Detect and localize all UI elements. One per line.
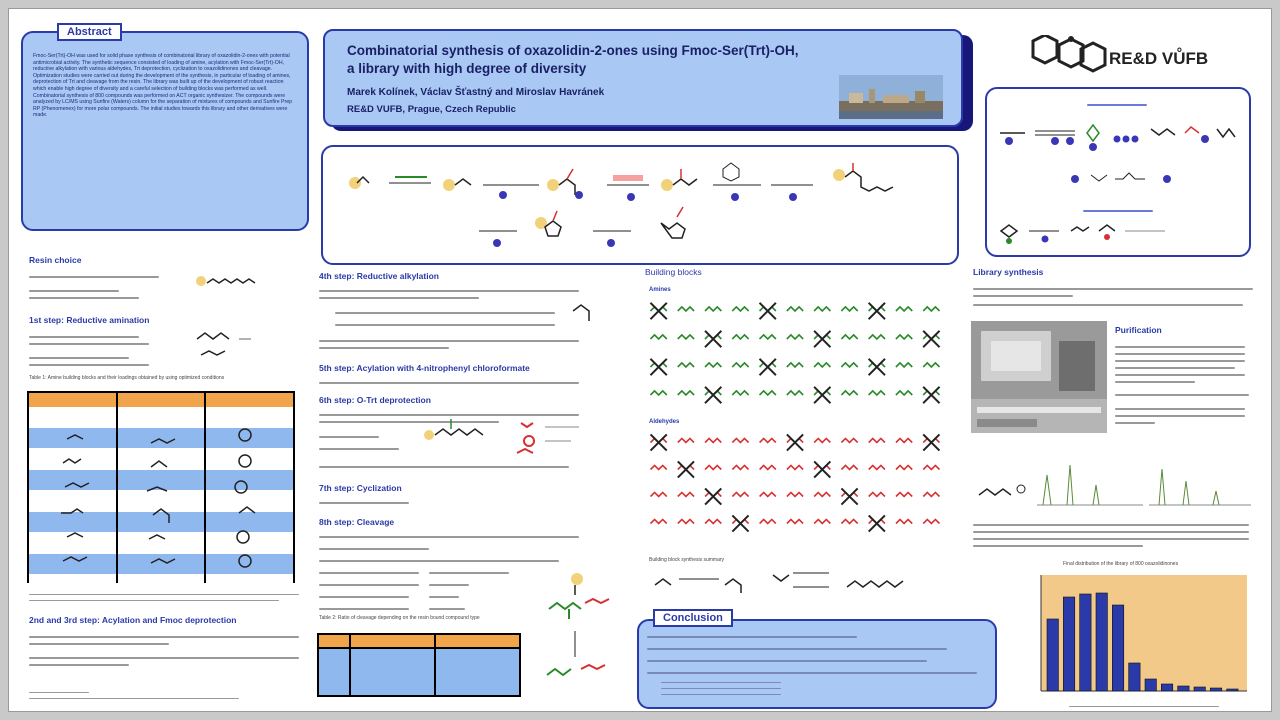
title-panel bbox=[323, 29, 963, 127]
excluded-mark-icon bbox=[705, 331, 721, 347]
building-block-structure bbox=[787, 519, 803, 523]
building-block-structure bbox=[923, 363, 939, 367]
building-block-structure bbox=[650, 391, 666, 395]
building-block-structure bbox=[841, 519, 857, 523]
lcms-traces bbox=[973, 455, 1253, 515]
building-block-structure bbox=[678, 391, 694, 395]
conclusion-panel bbox=[637, 619, 997, 709]
excluded-mark-icon bbox=[814, 461, 830, 477]
building-block-structure bbox=[678, 492, 694, 496]
building-block-structure bbox=[814, 492, 830, 496]
excluded-mark-icon bbox=[923, 387, 939, 403]
step23-heading: 2nd and 3rd step: Acylation and Fmoc deprotection bbox=[29, 615, 237, 625]
excluded-mark-icon bbox=[705, 387, 721, 403]
building-block-structure bbox=[841, 438, 857, 442]
chart-bar-5 bbox=[1112, 605, 1123, 691]
building-block-structure bbox=[841, 307, 857, 311]
building-block-structure bbox=[760, 465, 776, 469]
bb-summary-scheme bbox=[649, 565, 949, 601]
building-block-structure bbox=[651, 465, 667, 469]
city-photo bbox=[839, 75, 943, 119]
building-block-structure bbox=[923, 307, 939, 311]
excluded-mark-icon bbox=[841, 488, 857, 504]
top-right-scheme-panel bbox=[985, 87, 1251, 257]
building-block-structure bbox=[869, 391, 885, 395]
building-block-structure bbox=[732, 391, 748, 395]
excluded-mark-icon bbox=[760, 303, 776, 319]
building-block-structure bbox=[869, 492, 885, 496]
building-block-structure bbox=[896, 307, 912, 311]
library-synthesis-heading: Library synthesis bbox=[973, 267, 1044, 277]
building-block-structure bbox=[896, 363, 912, 367]
excluded-mark-icon bbox=[705, 488, 721, 504]
table1-molecules bbox=[27, 391, 295, 583]
scheme-row-1 bbox=[995, 113, 1241, 153]
building-block-structure bbox=[814, 519, 830, 523]
building-block-structure bbox=[841, 335, 857, 339]
building-block-structure bbox=[814, 363, 830, 367]
step4-structure bbox=[567, 299, 597, 329]
table2 bbox=[317, 633, 521, 697]
step8-heading: 8th step: Cleavage bbox=[319, 517, 395, 527]
aldehydes-grid bbox=[645, 429, 945, 537]
chart-bar-8 bbox=[1161, 684, 1172, 691]
step5-heading: 5th step: Acylation with 4-nitrophenyl chloroformate bbox=[319, 363, 530, 373]
building-block-structure bbox=[760, 492, 776, 496]
chart-title: Final distribution of the library of 800 oxazolidinones bbox=[1063, 561, 1179, 567]
abstract-text: Fmoc-Ser(Trt)-OH was used for solid phase synthesis of combinatorial library of oxazolidin-2-ones with potential antimicrobial activity. The synthetic sequence consisted of loading of amine, acylation with Fmoc-Ser(Trt)-OH, reductive alkylation with various aldehydes, Trt deprotection, cyclization to oxazolidinones and cleavage. Optimization studies were carried out during the development of the synthesis, in particular of loading of amines, deprotection of Trt and cleavage from the resin. The library was built up of the development of robust reaction which enable high degree of diversity and a careful selection of building blocks was performed as well. Combinatorial synthesis of 800 compounds was performed on ACT organic synthesizer. The compounds were analyzed by LC/MS using Sunfire (Waters) column for the separation of mixtures of compounds and Sunfire Prep RP (Phenomenex) for more polar compounds. The initial studies towards this library and other derivatives were made. bbox=[33, 53, 293, 119]
building-block-structure bbox=[678, 307, 694, 311]
chart-bar-7 bbox=[1145, 679, 1156, 691]
building-block-structure bbox=[705, 363, 721, 367]
lab-photo-1 bbox=[971, 321, 1107, 399]
scheme-row-3 bbox=[995, 217, 1241, 247]
building-block-structure bbox=[869, 335, 885, 339]
step1-scheme bbox=[191, 325, 287, 365]
building-block-structure bbox=[787, 335, 803, 339]
table1 bbox=[27, 391, 295, 583]
chart-bar-12 bbox=[1227, 689, 1238, 691]
building-block-structure bbox=[896, 465, 912, 469]
excluded-mark-icon bbox=[814, 331, 830, 347]
building-block-structure bbox=[787, 492, 803, 496]
building-blocks-heading: Building blocks bbox=[645, 267, 702, 277]
building-block-structure bbox=[787, 363, 803, 367]
building-block-structure bbox=[705, 438, 721, 442]
building-block-structure bbox=[732, 307, 748, 311]
chart-bar-6 bbox=[1129, 663, 1140, 691]
excluded-mark-icon bbox=[869, 515, 885, 531]
building-block-structure bbox=[650, 335, 666, 339]
chart-bar-10 bbox=[1194, 687, 1205, 691]
building-block-structure bbox=[787, 465, 803, 469]
building-block-structure bbox=[651, 492, 667, 496]
building-block-structure bbox=[896, 519, 912, 523]
building-block-structure bbox=[923, 519, 939, 523]
building-block-structure bbox=[787, 307, 803, 311]
purification-heading: Purification bbox=[1115, 325, 1162, 335]
logo-text: RE&D VŮFB bbox=[1109, 49, 1209, 68]
excluded-mark-icon bbox=[732, 515, 748, 531]
affiliation: RE&D VUFB, Prague, Czech Republic bbox=[347, 104, 516, 115]
building-block-structure bbox=[896, 391, 912, 395]
building-block-structure bbox=[869, 465, 885, 469]
building-block-structure bbox=[678, 519, 694, 523]
title-line1: Combinatorial synthesis of oxazolidin-2-ones using Fmoc-Ser(Trt)-OH, bbox=[347, 43, 799, 58]
step6-scheme bbox=[421, 413, 581, 459]
building-block-structure bbox=[760, 519, 776, 523]
building-block-structure bbox=[732, 492, 748, 496]
step1-heading: 1st step: Reductive amination bbox=[29, 315, 150, 325]
building-block-structure bbox=[841, 465, 857, 469]
building-block-structure bbox=[923, 492, 939, 496]
excluded-mark-icon bbox=[650, 359, 666, 375]
excluded-mark-icon bbox=[760, 359, 776, 375]
cleavage-structures bbox=[535, 569, 615, 699]
building-block-structure bbox=[814, 307, 830, 311]
building-block-structure bbox=[896, 492, 912, 496]
scheme-row-2 bbox=[995, 165, 1241, 191]
building-block-structure bbox=[705, 519, 721, 523]
building-block-structure bbox=[760, 438, 776, 442]
title-line2: a library with high degree of diversity bbox=[347, 61, 587, 76]
logo-icon bbox=[1019, 35, 1111, 77]
building-block-structure bbox=[678, 438, 694, 442]
building-block-structure bbox=[787, 391, 803, 395]
building-block-structure bbox=[760, 335, 776, 339]
excluded-mark-icon bbox=[678, 461, 694, 477]
building-block-structure bbox=[651, 519, 667, 523]
building-block-structure bbox=[841, 391, 857, 395]
building-block-structure bbox=[814, 438, 830, 442]
abstract-tag: Abstract bbox=[57, 23, 122, 41]
chart-bar-11 bbox=[1210, 688, 1221, 691]
aldehydes-heading: Aldehydes bbox=[649, 419, 680, 425]
excluded-mark-icon bbox=[650, 303, 666, 319]
bb-summary-caption: Building block synthesis summary bbox=[649, 557, 725, 563]
resin-choice-heading: Resin choice bbox=[29, 255, 82, 265]
synthesis-scheme bbox=[331, 153, 949, 257]
excluded-mark-icon bbox=[923, 331, 939, 347]
chart-bar-3 bbox=[1080, 594, 1091, 691]
excluded-mark-icon bbox=[869, 359, 885, 375]
building-block-structure bbox=[678, 335, 694, 339]
building-block-structure bbox=[760, 391, 776, 395]
excluded-mark-icon bbox=[814, 387, 830, 403]
chart-bar-9 bbox=[1178, 686, 1189, 691]
excluded-mark-icon bbox=[923, 434, 939, 450]
building-block-structure bbox=[732, 465, 748, 469]
chart-bar-4 bbox=[1096, 593, 1107, 691]
amines-heading: Amines bbox=[649, 287, 671, 293]
amines-grid bbox=[645, 297, 945, 409]
building-block-structure bbox=[841, 363, 857, 367]
building-block-structure bbox=[732, 335, 748, 339]
distribution-chart bbox=[1017, 571, 1251, 701]
building-block-structure bbox=[678, 363, 694, 367]
center-scheme-panel bbox=[321, 145, 959, 265]
building-block-structure bbox=[732, 438, 748, 442]
step7-heading: 7th step: Cyclization bbox=[319, 483, 402, 493]
chart-bar-2 bbox=[1063, 597, 1074, 691]
building-block-structure bbox=[896, 438, 912, 442]
excluded-mark-icon bbox=[651, 434, 667, 450]
table1-caption: Table 1: Amine building blocks and their loadings obtained by using optimized conditions bbox=[29, 375, 225, 381]
table2-caption: Table 2: Ratio of cleavage depending on the resin bound compound type bbox=[319, 615, 480, 621]
excluded-mark-icon bbox=[869, 303, 885, 319]
conclusion-tag: Conclusion bbox=[653, 609, 733, 627]
building-block-structure bbox=[732, 363, 748, 367]
building-block-structure bbox=[869, 438, 885, 442]
chart-bar-1 bbox=[1047, 619, 1058, 691]
step6-heading: 6th step: O-Trt deprotection bbox=[319, 395, 431, 405]
lab-photo-2 bbox=[971, 399, 1107, 433]
excluded-mark-icon bbox=[787, 434, 803, 450]
step4-heading: 4th step: Reductive alkylation bbox=[319, 271, 439, 281]
building-block-structure bbox=[705, 465, 721, 469]
building-block-structure bbox=[896, 335, 912, 339]
abstract-panel bbox=[21, 31, 309, 231]
authors: Marek Kolínek, Václav Šťastný and Miroslav Havránek bbox=[347, 87, 605, 98]
resin-structure bbox=[193, 271, 273, 295]
poster bbox=[8, 8, 1272, 712]
building-block-structure bbox=[923, 465, 939, 469]
building-block-structure bbox=[705, 307, 721, 311]
